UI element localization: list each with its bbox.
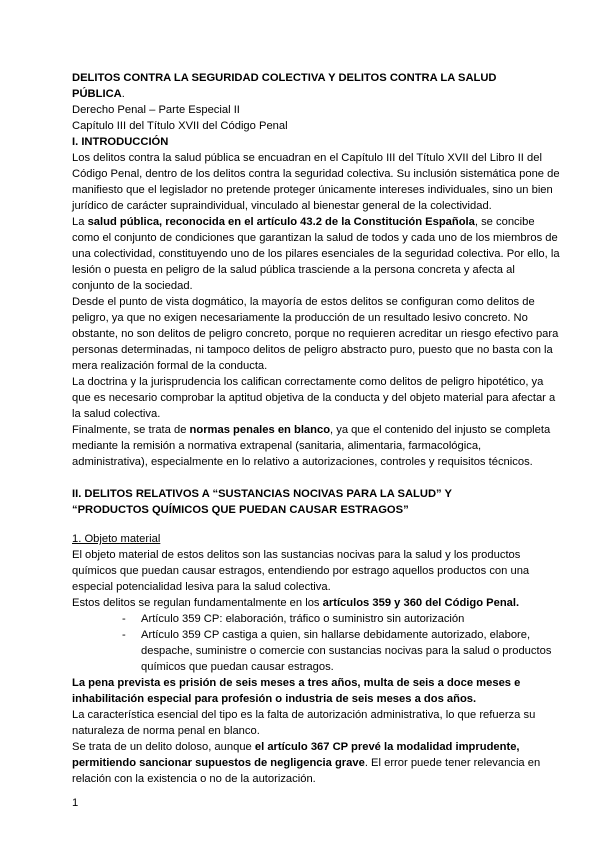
list-item: - Artículo 359 CP: elaboración, tráfico o suministro sin autorización: [72, 611, 560, 627]
document-subtitle-1: Derecho Penal – Parte Especial II: [72, 104, 240, 116]
text-run: . El error puede tener relevancia en relación con la existencia o no de la autorización.: [72, 757, 541, 785]
section-introduction: [72, 134, 560, 470]
paragraph: [72, 595, 560, 611]
page-number: 1: [72, 797, 79, 809]
paragraph: [72, 675, 560, 707]
bold-text: salud pública, reconocida en el artículo 43.2 de la Constitución Española: [87, 216, 475, 228]
title-line-1: DELITOS CONTRA LA SEGURIDAD COLECTIVA Y DELITOS CONTRA LA SALUD: [72, 72, 497, 84]
paragraph: Desde el punto de vista dogmático, la mayoría de estos delitos se configuran como delitos de peligro, ya que no exigen necesariamente la producción de un resultado lesivo concreto. No obstante, no son delitos de peligro concreto, porque no requieren acreditar un riesgo efectivo para personas determinadas, ni tampoco delitos de peligro abstracto puro, puesto que no basta con la mera realización formal de la conducta.: [72, 296, 559, 372]
text-run: , se concibe como el conjunto de condiciones que garantizan la salud de todos y cada uno de los miembros de una colectividad, constituyendo uno de los pilares esenciales de la seguridad colectiva. Por ello, la lesión o puesta en peligro de la salud pública trasciende a la persona concreta y afecta al conjunto de la sociedad.: [72, 216, 560, 292]
paragraph: [72, 739, 560, 787]
text-run: Estos delitos se regulan fundamentalmente en los: [72, 597, 323, 609]
bold-text: artículos 359 y 360 del Código Penal.: [322, 597, 520, 609]
heading-line-2: “PRODUCTOS QUÍMICOS QUE PUEDAN CAUSAR ESTRAGOS”: [72, 504, 409, 516]
heading-line-1: II. DELITOS RELATIVOS A “SUSTANCIAS NOCIVAS PARA LA SALUD” Y: [72, 488, 452, 500]
text-run: Se trata de un delito doloso, aunque: [72, 741, 255, 753]
paragraph: La doctrina y la jurisprudencia los califican correctamente como delitos de peligro hipotético, ya que es necesario comprobar la aptitud objetiva de la conducta y del objeto material para afectar a la salud colectiva.: [72, 376, 556, 420]
text-run: La: [72, 216, 88, 228]
paragraph: [72, 214, 560, 294]
bold-text: el artículo 367 CP prevé la modalidad imprudente, permitiendo sancionar supuestos de negligencia grave: [72, 741, 520, 769]
bold-text: La pena prevista es prisión de seis meses a tres años, multa de seis a doce meses e inhabilitación especial para profesión o industria de seis meses a dos años.: [72, 677, 521, 705]
bold-text: normas penales en blanco: [189, 424, 331, 436]
title-line-2: PÚBLICA: [72, 88, 122, 100]
paragraph: [72, 422, 560, 470]
paragraph: La característica esencial del tipo es la falta de autorización administrativa, lo que refuerza su naturaleza de norma penal en blanco.: [72, 709, 536, 737]
text-run: Finalmente, se trata de: [72, 424, 190, 436]
section-heading: I. INTRODUCCIÓN: [72, 136, 169, 148]
document-header: [72, 70, 560, 134]
paragraph: El objeto material de estos delitos son las sustancias nocivas para la salud y los productos químicos que puedan causar estragos, entendiendo por estrago aquellos productos con una especial potencialidad lesiva para la salud colectiva.: [72, 549, 530, 593]
section-heading: [72, 486, 560, 518]
text-run: , ya que el contenido del injusto se completa mediante la remisión a normativa extrapenal (sanitaria, alimentaria, farmacológica, administrativa), especialmente en lo relativo a autorizaciones, controles y requisitos técnicos.: [72, 424, 551, 468]
document-title: DELITOS CONTRA LA SEGURIDAD COLECTIVA Y DELITOS CONTRA LA SALUD PÚBLICA.: [72, 72, 497, 100]
article-list: [72, 611, 560, 675]
section-sustancias-nocivas: [72, 486, 560, 787]
subsection-title: 1. Objeto material: [72, 533, 161, 545]
list-item: - Artículo 359 CP castiga a quien, sin hallarse debidamente autorizado, elabore, despache, suministre o comercie con sustancias nocivas para la salud o productos químicos que puedan causar estragos.: [72, 627, 560, 675]
paragraph: Los delitos contra la salud pública se encuadran en el Capítulo III del Título XVII del Libro II del Código Penal, dentro de los delitos contra la seguridad colectiva. Su inclusión sistemática pone de manifiesto que el legislador no pretende proteger únicamente intereses individuales, sino un bien jurídico de carácter supraindividual, vinculado al bienestar general de la colectividad.: [72, 152, 560, 212]
document-subtitle-2: Capítulo III del Título XVII del Código Penal: [72, 120, 288, 132]
